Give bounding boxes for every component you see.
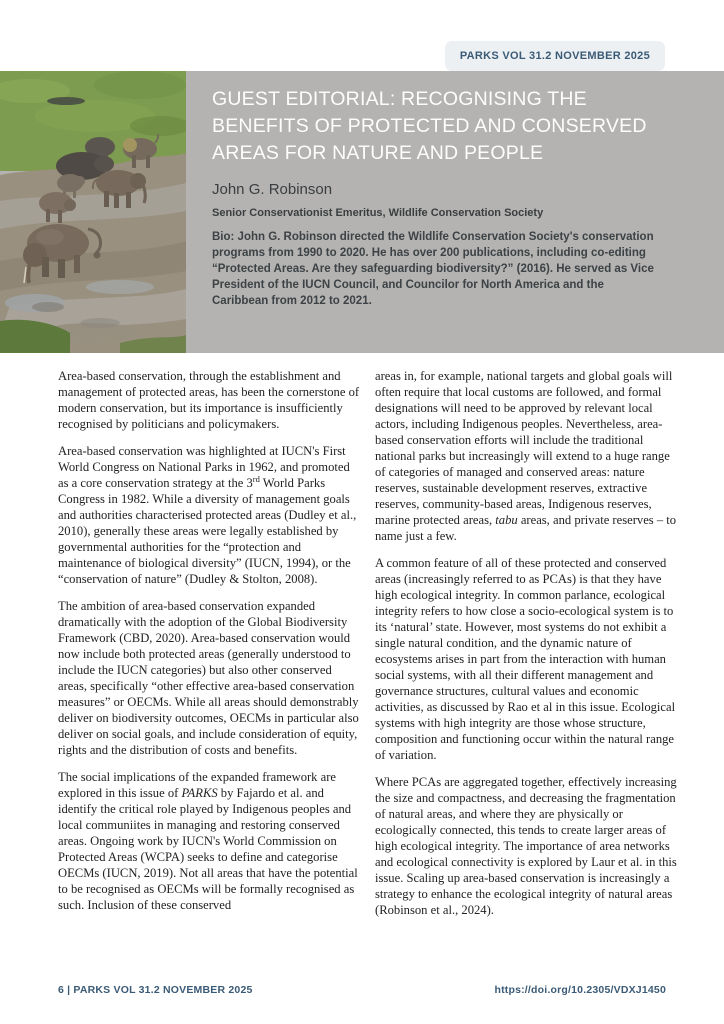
body-paragraph: The ambition of area-based conservation expanded dramatically with the adoption of the Global Biodiversity Framework (CBD, 2020). Area-based conservation would now include both protected areas (generally understood to include the IUCN categories) but also other conserved areas, specifically “other effective area-based conservation measures” or OECMs. While all areas should demonstrably deliver on biodiversity outcomes, OECMs in particular also deliver on social goals, and include consideration of equity, rights and the distribution of costs and benefits. <box>58 599 359 757</box>
body-paragraph: Area-based conservation, through the establishment and management of protected areas, has been the cornerstone of modern conservation, but its importance is insufficiently recognised by politicians and policymakers. <box>58 369 360 431</box>
issue-badge: PARKS VOL 31.2 NOVEMBER 2025 <box>445 41 665 71</box>
body-paragraph: A common feature of all of these protected and conserved areas (increasingly referred to as PCAs) is that they have high ecological integrity. In common parlance, ecological integrity refers to how close a socio-ecological system is to its ‘natural’ state. However, most systems do not exhibit a single natural condition, and the dynamic nature of ecosystems arises in part from the interaction with human social systems, with all their different management and governance structures, cultural values and economic activities, as discussed by Rao et al in this issue. Ecological systems with high integrity are those whose structure, composition and functioning occur within the natural range of variation. <box>375 556 676 762</box>
body-paragraph: Area-based conservation was highlighted at IUCN's First World Congress on National Parks in 1962, and promoted as a core conservation strategy at the 3rd World Parks Congress in 1982. While a diversity of management goals and authorities characterised protected areas (Dudley et al., 2010), generally these areas were legally established by governmental authorities for the “protection and maintenance of biological diversity” (IUCN, 1994), or the “conservation of nature” (Dudley & Stolton, 2008). <box>58 444 357 586</box>
header-band <box>0 71 724 353</box>
author-affiliation: Senior Conservationist Emeritus, Wildlife Conservation Society <box>212 207 544 219</box>
header-text-block <box>212 71 668 353</box>
author-name: John G. Robinson <box>212 181 333 198</box>
body-paragraph: areas in, for example, national targets and global goals will often require that local customs are followed, and formal designations will need to be approved by relevant local actors, including Indigenous peoples. Nevertheless, area-based conservation efforts will include the traditional national parks but increasingly will extend to a huge range of categories of managed and conserved areas: nature reserves, sustainable development reserves, extractive reserves, community-based areas, Indigenous reserves, marine protected areas, tabu areas, and private reserves – to name just a few. <box>375 369 677 543</box>
author-bio: Bio: John G. Robinson directed the Wildlife Conservation Society's conservation programs from 1990 to 2020. He has over 200 publications, including co-editing “Protected Areas. Are they safeguarding biodiversity?” (2016). He served as Vice President of the IUCN Council, and Councilor for North America and the Caribbean from 2012 to 2021. <box>212 231 654 307</box>
page-title: GUEST EDITORIAL: RECOGNISING THE BENEFITS OF PROTECTED AND CONSERVED AREAS FOR NATURE AND PEOPLE <box>212 88 647 164</box>
elephants-photo <box>0 71 186 353</box>
footer-doi-link[interactable]: https://doi.org/10.2305/VDXJ1450 <box>494 984 666 996</box>
body-paragraph: Where PCAs are aggregated together, effectively increasing the size and compactness, and decreasing the fragmentation of natural areas, and where they are physically or ecologically connected, this tends to create larger areas of high ecological integrity. The importance of area networks and ecological connectivity is explored by Laur et al. in this issue. Scaling up area-based conservation is increasingly a strategy to enhance the ecological integrity of natural areas (Robinson et al., 2024). <box>375 775 677 917</box>
article-body <box>58 368 678 929</box>
left-column <box>58 368 361 929</box>
right-column <box>375 368 678 929</box>
footer-page-info: 6 | PARKS VOL 31.2 NOVEMBER 2025 <box>58 984 253 996</box>
body-paragraph: The social implications of the expanded framework are explored in this issue of PARKS by Fajardo et al. and identify the critical role played by Indigenous peoples and local communiites in managing and restoring conserved areas. Ongoing work by IUCN's World Commission on Protected Areas (WCPA) seeks to define and categorise OECMs (IUCN, 2019). Not all areas that have the potential to be recognised as OECMs will be formally recognised as such. Inclusion of these conserved <box>58 770 358 912</box>
